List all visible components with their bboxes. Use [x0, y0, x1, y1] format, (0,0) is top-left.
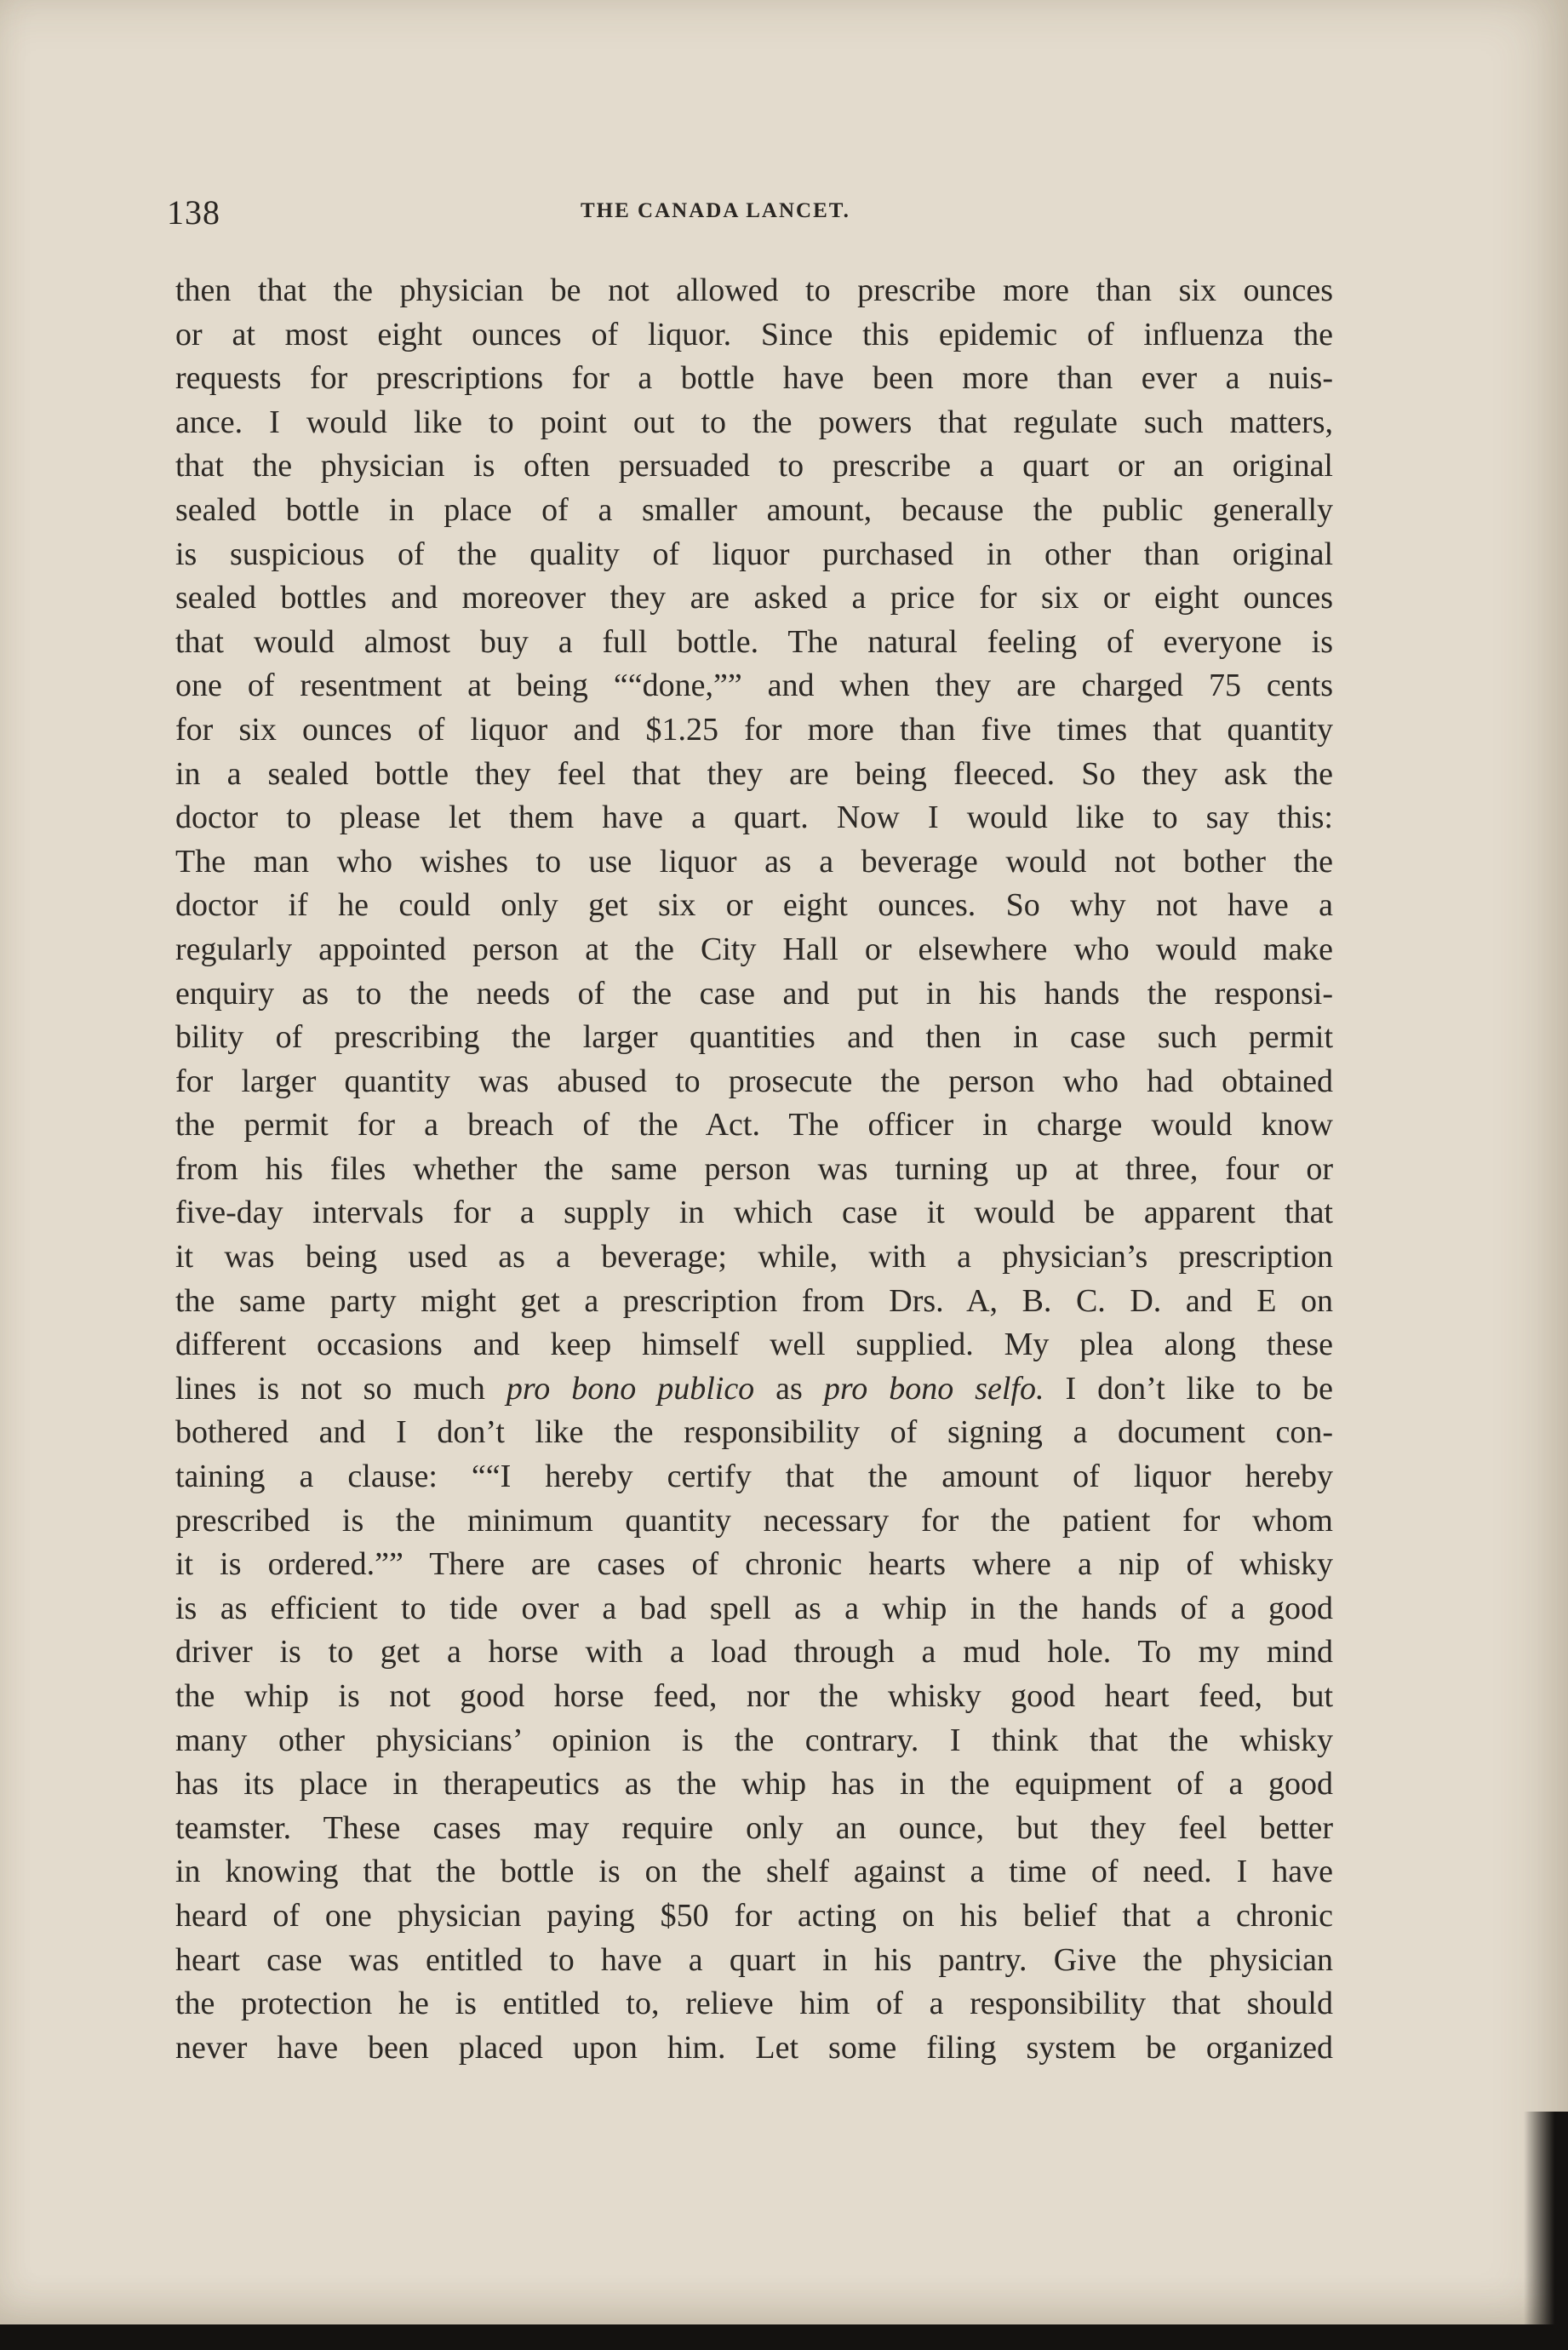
text-line: prescribed is the minimum quantity necessary for the patient for whom	[175, 1502, 1333, 1539]
text-line: in knowing that the bottle is on the shelf against a time of need. I have	[175, 1854, 1333, 1890]
text-line: five-day intervals for a supply in which case it would be apparent that	[175, 1195, 1333, 1231]
text-line: never have been placed upon him. Let some filing system be organized	[175, 2029, 1333, 2066]
text-line: one of resentment at being ““done,”” and when they are charged 75 cents	[175, 668, 1333, 704]
text-line: The man who wishes to use liquor as a beverage would not bother the	[175, 843, 1333, 880]
text-line: doctor if he could only get six or eight ounces. So why not have a	[175, 887, 1333, 924]
text-line: for six ounces of liquor and $1.25 for more than five times that quantity	[175, 711, 1333, 748]
page-bottom-edge	[0, 2324, 1568, 2350]
text-line: the whip is not good horse feed, nor the whisky good heart feed, but	[175, 1678, 1333, 1714]
page-corner-shadow	[1524, 2112, 1568, 2350]
text-line: the permit for a breach of the Act. The officer in charge would know	[175, 1107, 1333, 1143]
text-line: that would almost buy a full bottle. The natural feeling of everyone is	[175, 623, 1333, 660]
text-line: driver is to get a horse with a load through a mud hole. To my mind	[175, 1634, 1333, 1671]
text-line: has its place in therapeutics as the whip has in the equipment of a good	[175, 1766, 1333, 1803]
text-line: for larger quantity was abused to prosecute the person who had obtained	[175, 1063, 1333, 1099]
text-line: that the physician is often persuaded to prescribe a quart or an original	[175, 448, 1333, 484]
text-line: requests for prescriptions for a bottle have been more than ever a nuis-	[175, 360, 1333, 397]
text-line: regularly appointed person at the City Hall or elsewhere who would make	[175, 931, 1333, 967]
text-line: bothered and I don’t like the responsibility of signing a document con-	[175, 1414, 1333, 1451]
text-line: heart case was entitled to have a quart in his pantry. Give the physician	[175, 1941, 1333, 1978]
text-line: is suspicious of the quality of liquor purchased in other than original	[175, 536, 1333, 572]
text-line: ance. I would like to point out to the powers that regulate such matters,	[175, 404, 1333, 440]
text-line: bility of prescribing the larger quantities and then in case such permit	[175, 1019, 1333, 1056]
text-line: is as efficient to tide over a bad spell as a whip in the hands of a good	[175, 1590, 1333, 1626]
text-line: from his files whether the same person was turning up at three, four or	[175, 1150, 1333, 1187]
text-line: taining a clause: ““I hereby certify that the amount of liquor hereby	[175, 1459, 1333, 1495]
text-line: enquiry as to the needs of the case and put in his hands the responsi-	[175, 975, 1333, 1012]
text-line: or at most eight ounces of liquor. Since this epidemic of influenza the	[175, 316, 1333, 352]
text-line: the same party might get a prescription from Drs. A, B. C. D. and E on	[175, 1282, 1333, 1319]
running-head: THE CANADA LANCET.	[581, 199, 850, 222]
page-header	[167, 192, 1325, 244]
text-segment: lines is not so much	[175, 1370, 506, 1407]
text-line: doctor to please let them have a quart. Now I would like to say this:	[175, 800, 1333, 836]
text-line: it is ordered.”” There are cases of chronic hearts where a nip of whisky	[175, 1546, 1333, 1583]
italic-phrase: pro bono publico	[506, 1370, 755, 1407]
text-line: teamster. These cases may require only an ounce, but they feel better	[175, 1809, 1333, 1846]
text-segment: I don’t like to be	[1044, 1370, 1334, 1407]
text-line: sealed bottles and moreover they are asked a price for six or eight ounces	[175, 580, 1333, 616]
text-line: it was being used as a beverage; while, with a physician’s prescription	[175, 1239, 1333, 1275]
body-text	[175, 269, 1333, 2070]
text-line: in a sealed bottle they feel that they are being fleeced. So they ask the	[175, 755, 1333, 792]
text-segment: as	[754, 1370, 824, 1407]
text-line: sealed bottle in place of a smaller amount, because the public generally	[175, 491, 1333, 528]
text-line: the protection he is entitled to, relieve him of a responsibility that should	[175, 1986, 1333, 2022]
text-line: heard of one physician paying $50 for acting on his belief that a chronic	[175, 1897, 1333, 1934]
text-line: many other physicians’ opinion is the contrary. I think that the whisky	[175, 1722, 1333, 1758]
page-number: 138	[167, 193, 220, 232]
text-line: different occasions and keep himself well supplied. My plea along these	[175, 1327, 1333, 1363]
text-line-with-italics	[175, 1367, 1333, 1412]
italic-phrase: pro bono selfo.	[823, 1370, 1044, 1407]
text-line: then that the physician be not allowed to prescribe more than six ounces	[175, 272, 1333, 308]
